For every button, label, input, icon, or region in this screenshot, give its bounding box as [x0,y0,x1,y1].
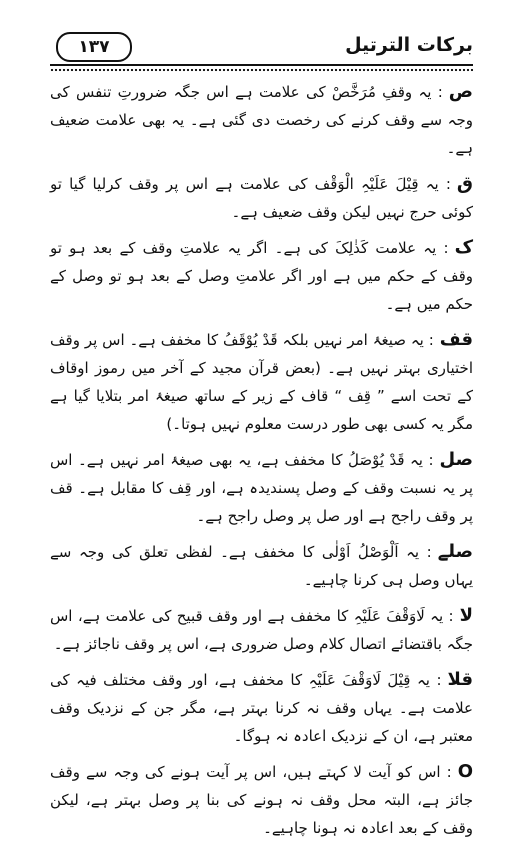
entry-la [50,602,473,658]
header-rule [50,64,473,66]
entry-text: : یہ قَدْ یُوْصَلُ کا مخفف ہے، یہ بھی صیغۂ امر نہیں ہے۔ اس پر یہ نسبت وقف کے وصل پسندیدہ ہے، اور قِف کا مقابل ہے۔ قف پر وقف راجح ہے اور صل پر وصل راجح ہے۔ [50,451,473,525]
entry-text: : یہ صیغۂ امر نہیں بلکہ قَدْ یُوْقَفُ کا مخفف ہے۔ اس پر وقف اختیاری بہتر نہیں ہے۔ (بعض قرآن مجید کے آخر میں رموز اوقاف کے تحت اسے ” قِف “ قاف کے زیر کے ساتھ صیغۂ امر بتلایا گیا ہے مگر یہ کسی بھی طور درست معلوم نہیں ہوتا۔) [50,331,473,433]
entry-text: : یہ وقفِ مُرَخَّصْ کی علامت ہے اس جگہ ضرورتِ تنفس کی وجہ سے وقف کرنے کی رخصت دی گئی ہے۔ یہ بھی علامت ضعیف ہے۔ [50,83,473,157]
entry-text: : یہ قِیْلَ عَلَیْہِ الْوَقْف کی علامت ہے اس پر وقف کرلیا گیا تو کوئی حرج نہیں لیکن وقف ضعیف ہے۔ [50,175,473,221]
entry-text: : یہ اَلْوَصْلُ اَوْلٰی کا مخفف ہے۔ لفظی تعلق کی وجہ سے یہاں وصل ہی کرنا چاہیے۔ [50,543,473,589]
page-header [50,30,473,64]
entry-symbol: ک [454,237,473,258]
entry-sili [50,538,473,594]
entry-symbol: قف [439,329,473,350]
entry-text: : یہ لَاوَقْفَ عَلَیْہِ کا مخفف ہے اور وقف قبیح کی علامت ہے، اس جگہ باقتضائے اتصال کلام وصل ضروری ہے، اس پر وقف ناجائز ہے۔ [50,607,473,653]
entry-text: : اس کو آیت لا کہتے ہیں، اس پر آیت ہونے کی وجہ سے وقف جائز ہے، البتہ محل وقف نہ ہونے کی بنا پر وصل بہتر ہے، لیکن وقف کے بعد اعادہ نہ ہونا چاہیے۔ [50,763,473,837]
entry-qaf [50,170,473,226]
entry-symbol: صل [439,449,473,470]
entry-sal [50,446,473,530]
entry-symbol: لا [459,605,473,626]
entry-qala [50,666,473,750]
page-number: ۱۳۷ [56,32,132,62]
header-dotted-rule [50,68,473,72]
entry-symbol: صلے [437,541,473,562]
entry-qif [50,326,473,438]
entry-sad [50,78,473,162]
entry-ayat-la [50,758,473,842]
waqf-symbols-list [50,78,473,842]
entry-symbol: O [457,761,473,782]
entry-symbol: ص [448,81,473,102]
entry-symbol: قلا [447,669,473,690]
book-title: برکات الترتیل [345,34,473,56]
entry-kaf [50,234,473,318]
entry-text: : یہ قِیْلَ لَاوَقْفَ عَلَیْہِ کا مخفف ہے، اور وقف مختلف فیہ کی علامت ہے۔ یہاں وقف نہ کرنا بہتر ہے، مگر جن کے نزدیک وقف معتبر ہے، ان کے نزدیک اعادہ نہ ہوگا۔ [50,671,473,745]
entry-symbol: ق [456,173,473,194]
entry-text: : یہ علامت کَذٰلِکَ کی ہے۔ اگر یہ علامتِ وقف کے بعد ہو تو وقف کے حکم میں ہے اور اگر علامتِ وصل کے بعد ہو تو وصل کے حکم میں ہے۔ [50,239,473,313]
